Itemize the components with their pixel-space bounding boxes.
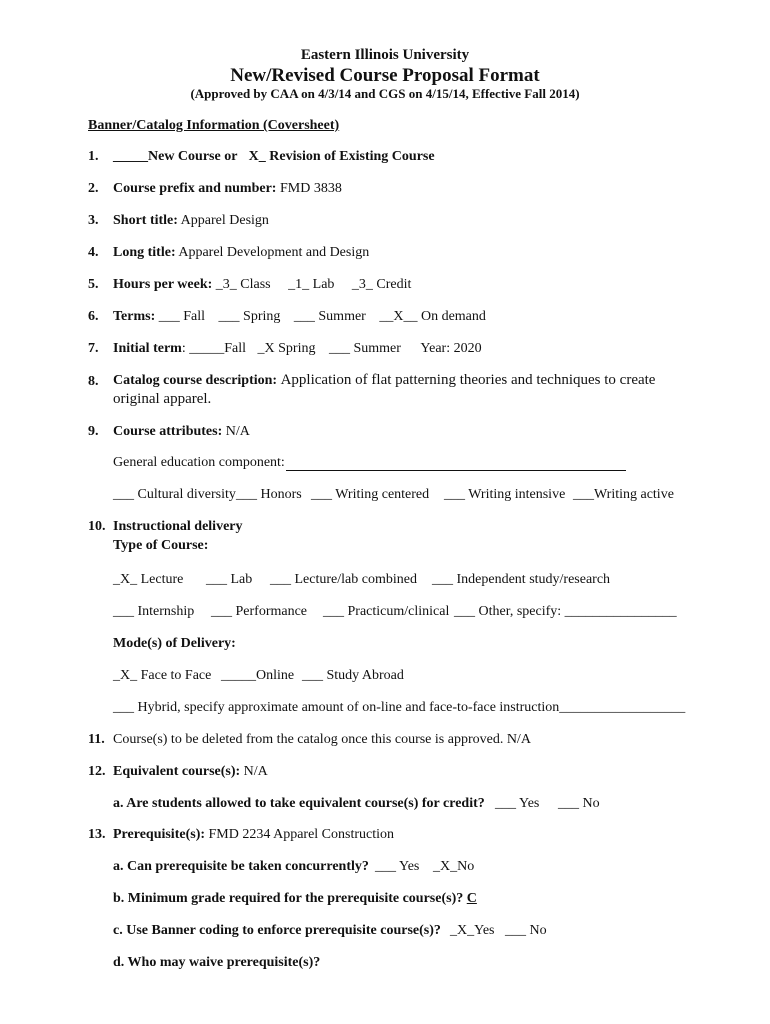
item-number: 10. [88,519,106,534]
new-course-blank: _____ [113,149,148,164]
course-attributes-value: N/A [225,424,250,439]
on-demand-label: On demand [420,309,486,324]
minimum-grade-value: C [466,891,477,906]
catalog-description-line [113,372,655,389]
short-title-label: Short title: [113,213,178,228]
instructional-delivery-label: Instructional delivery [113,519,243,534]
type-lab: ___ Lab [206,572,253,587]
spring-blank: ___ [218,309,240,324]
type-other: ___ Other, specify: ________________ [454,604,677,619]
short-title-value: Apparel Design [180,213,269,228]
spring-blank: _X [257,341,275,356]
prerequisites-label: Prerequisite(s): [113,827,206,842]
item-number: 13. [88,827,106,842]
document-title: New/Revised Course Proposal Format [230,65,540,86]
waive-prerequisite-question: d. Who may waive prerequisite(s)? [113,955,321,970]
gen-ed-label: General education component: [113,455,285,470]
long-title-line [113,245,369,261]
equivalent-credit-no: ___ No [558,796,600,811]
type-independent-study: ___ Independent study/research [432,572,611,587]
summer-label: Summer [353,341,401,356]
lab-hours-value: _1_ [288,277,310,292]
attr-writing-centered: ___ Writing centered [311,487,430,502]
item-number: 3. [88,213,99,228]
initial-term-label: Initial term [113,341,182,356]
section-heading: Banner/Catalog Information (Coversheet) [88,118,340,133]
summer-blank: ___ [293,309,315,324]
concurrent-question: a. Can prerequisite be taken concurrently? [113,859,369,874]
type-lecture: _X_ Lecture [113,572,184,587]
fall-label: Fall [224,341,246,356]
mode-online: _____Online [221,668,295,683]
type-practicum: ___ Practicum/clinical [323,604,450,619]
revision-label: Revision of Existing Course [269,149,435,164]
course-prefix-label: Course prefix and number: [113,181,277,196]
banner-coding-no: ___ No [505,923,547,938]
item-number: 9. [88,424,99,439]
university-name: Eastern Illinois University [300,47,470,63]
credit-label: Credit [376,277,412,292]
on-demand-blank: __X__ [379,309,418,324]
gen-ed-blank-line [286,470,626,471]
lab-label: Lab [312,277,335,292]
item-number: 4. [88,245,99,260]
summer-blank: ___ [328,341,350,356]
mode-study-abroad: ___ Study Abroad [302,668,404,683]
attr-writing-active: ___Writing active [573,487,674,502]
type-performance: ___ Performance [211,604,308,619]
attr-writing-intensive: ___ Writing intensive [444,487,566,502]
equivalent-credit-question: a. Are students allowed to take equivalent course(s) for credit? [113,796,485,811]
type-internship: ___ Internship [113,604,195,619]
item-number: 6. [88,309,99,324]
equivalent-courses-label: Equivalent course(s): [113,764,241,779]
new-course-label: New Course or [148,149,238,164]
credit-hours-value: _3_ [351,277,373,292]
equivalent-courses-line [113,764,268,780]
fall-blank: _____ [189,341,225,356]
approval-note: (Approved by CAA on 4/3/14 and CGS on 4/15/14, Effective Fall 2014) [190,86,580,101]
course-prefix-value: FMD 3838 [279,181,342,196]
equivalent-courses-value: N/A [243,764,268,779]
mode-face-to-face: _X_ Face to Face [113,668,212,683]
equivalent-credit-yes: ___ Yes [495,796,540,811]
catalog-description-continued: original apparel. [113,391,212,407]
terms-line [113,309,486,325]
type-lecture-lab: ___ Lecture/lab combined [270,572,417,587]
course-type-line [113,149,435,165]
fall-label: Fall [183,309,206,324]
banner-coding-question: c. Use Banner coding to enforce prerequisite course(s)? [113,923,441,938]
short-title-line [113,213,269,229]
prerequisites-line [113,827,394,843]
prerequisites-value: FMD 2234 Apparel Construction [208,827,395,842]
initial-term-colon: : [181,341,186,356]
catalog-description-value: Application of flat patterning theories and techniques to create [280,372,656,388]
spring-label: Spring [278,341,316,356]
initial-term-line [113,341,482,357]
banner-coding-yes: _X_Yes [450,923,495,938]
mode-hybrid: ___ Hybrid, specify approximate amount of on-line and face-to-face instruction__________________ [113,700,686,715]
course-prefix-line [113,181,342,197]
courses-to-delete: Course(s) to be deleted from the catalog once this course is approved. N/A [113,732,531,747]
item-number: 5. [88,277,99,292]
hours-label: Hours per week: [113,277,213,292]
concurrent-yes: ___ Yes [375,859,420,874]
fall-blank: ___ [158,309,180,324]
long-title-value: Apparel Development and Design [178,245,370,260]
item-number: 12. [88,764,106,779]
item-number: 8. [88,374,99,389]
item-number: 2. [88,181,99,196]
delivery-mode-label: Mode(s) of Delivery: [113,636,236,651]
item-number: 1. [88,149,99,164]
revision-blank: X_ [248,149,266,164]
class-hours-value: _3_ [215,277,237,292]
attr-cultural-diversity: ___ Cultural diversity [113,487,236,502]
concurrent-no: _X_No [433,859,475,874]
course-attributes-line [113,424,250,440]
catalog-description-label: Catalog course description: [113,373,278,388]
long-title-label: Long title: [113,245,176,260]
minimum-grade-line [113,891,477,907]
summer-label: Summer [318,309,366,324]
year-value: Year: 2020 [420,341,482,356]
class-label: Class [240,277,271,292]
minimum-grade-question: b. Minimum grade required for the prerequisite course(s)? [113,891,464,906]
spring-label: Spring [243,309,281,324]
attr-honors: ___ Honors [236,487,302,502]
type-of-course-label: Type of Course: [113,538,209,553]
item-number: 7. [88,341,99,356]
item-number: 11. [88,732,105,747]
terms-label: Terms: [113,309,156,324]
course-attributes-label: Course attributes: [113,424,223,439]
hours-line [113,277,411,293]
